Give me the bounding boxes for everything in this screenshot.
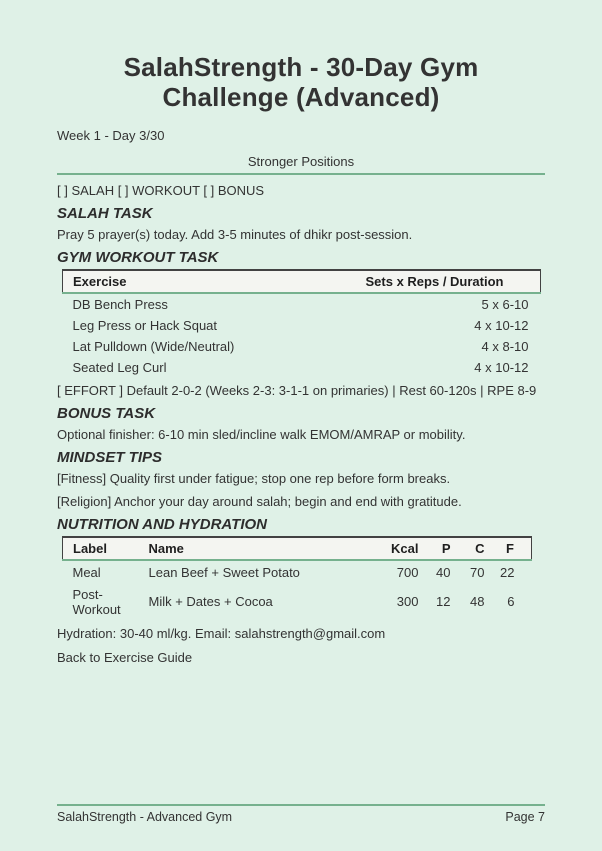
meal-protein: 40: [436, 564, 451, 580]
table-row: [63, 336, 541, 357]
hydration-note: Hydration: 30-40 ml/kg. Email: salahstrength@gmail.com: [57, 626, 386, 641]
week-day-label: Week 1 - Day 3/30: [57, 128, 165, 143]
kcal-col-header: Kcal: [357, 537, 427, 560]
nutrition-table: [62, 536, 532, 620]
footer-divider: [57, 804, 545, 806]
exercise-sets: 5 x 6-10: [481, 297, 529, 312]
page-footer: [57, 810, 545, 824]
footer-left-label: SalahStrength - Advanced Gym: [57, 810, 233, 824]
mindset-tips-heading: MINDSET TIPS: [57, 449, 163, 466]
label-col-header: Label: [63, 537, 149, 560]
salah-task-body: Pray 5 prayer(s) today. Add 3-5 minutes of dhikr post-session.: [57, 227, 413, 242]
exercise-sets: 4 x 10-12: [474, 360, 529, 375]
nutrition-heading: NUTRITION AND HYDRATION: [57, 516, 267, 533]
meal-label: Meal: [72, 564, 101, 580]
day-subtitle: Stronger Positions: [247, 154, 355, 169]
bonus-task-body: Optional finisher: 6-10 min sled/incline walk EMOM/AMRAP or mobility.: [57, 427, 466, 442]
meal-name: Lean Beef + Sweet Potato: [148, 564, 300, 580]
meal-kcal: 700: [396, 564, 419, 580]
effort-note: [ EFFORT ] Default 2-0-2 (Weeks 2-3: 3-1-1 on primaries) | Rest 60-120s | RPE 8-9: [57, 383, 537, 398]
meal-protein: 12: [436, 594, 451, 609]
exercise-table-header-row: [63, 270, 541, 293]
exercise-name: Leg Press or Hack Squat: [72, 318, 218, 333]
meal-carbs: 70: [470, 564, 485, 580]
sets-reps-col-header: Sets x Reps / Duration: [363, 270, 541, 293]
exercise-name: Seated Leg Curl: [72, 360, 167, 375]
meal-fat: 22: [500, 564, 515, 580]
exercise-sets: 4 x 8-10: [481, 339, 529, 354]
table-row: [63, 315, 541, 336]
bonus-task-heading: BONUS TASK: [57, 405, 156, 422]
exercise-sets: 4 x 10-12: [474, 318, 529, 333]
salah-task-heading: SALAH TASK: [57, 205, 153, 222]
table-row: [63, 293, 541, 315]
mindset-tip-religion: [Religion] Anchor your day around salah; begin and end with gratitude.: [57, 494, 462, 509]
meal-fat: 6: [507, 594, 515, 609]
exercise-col-header: Exercise: [63, 270, 363, 293]
table-row: [63, 560, 532, 583]
page-title: SalahStrength - 30-Day Gym Challenge (Advanced): [123, 52, 479, 112]
exercise-name: DB Bench Press: [72, 297, 168, 312]
gym-workout-heading: GYM WORKOUT TASK: [57, 249, 219, 266]
meal-label: Post-Workout: [72, 586, 121, 617]
footer-page-number: Page 7: [505, 810, 545, 824]
name-col-header: Name: [149, 537, 357, 560]
exercise-name: Lat Pulldown (Wide/Neutral): [72, 339, 235, 354]
exercise-table: [62, 269, 541, 378]
table-row: [63, 357, 541, 378]
meal-carbs: 48: [470, 594, 485, 609]
carbs-col-header: C: [459, 537, 493, 560]
header-divider: [57, 173, 545, 175]
protein-col-header: P: [427, 537, 459, 560]
meal-name: Milk + Dates + Cocoa: [148, 594, 273, 609]
back-to-exercise-guide-link[interactable]: Back to Exercise Guide: [57, 650, 193, 665]
checkbox-line: [ ] SALAH [ ] WORKOUT [ ] BONUS: [57, 183, 265, 198]
nutrition-table-header-row: [63, 537, 532, 560]
mindset-tip-fitness: [Fitness] Quality first under fatigue; stop one rep before form breaks.: [57, 471, 451, 486]
table-row: [63, 583, 532, 620]
meal-kcal: 300: [396, 594, 419, 609]
fat-col-header: F: [493, 537, 532, 560]
